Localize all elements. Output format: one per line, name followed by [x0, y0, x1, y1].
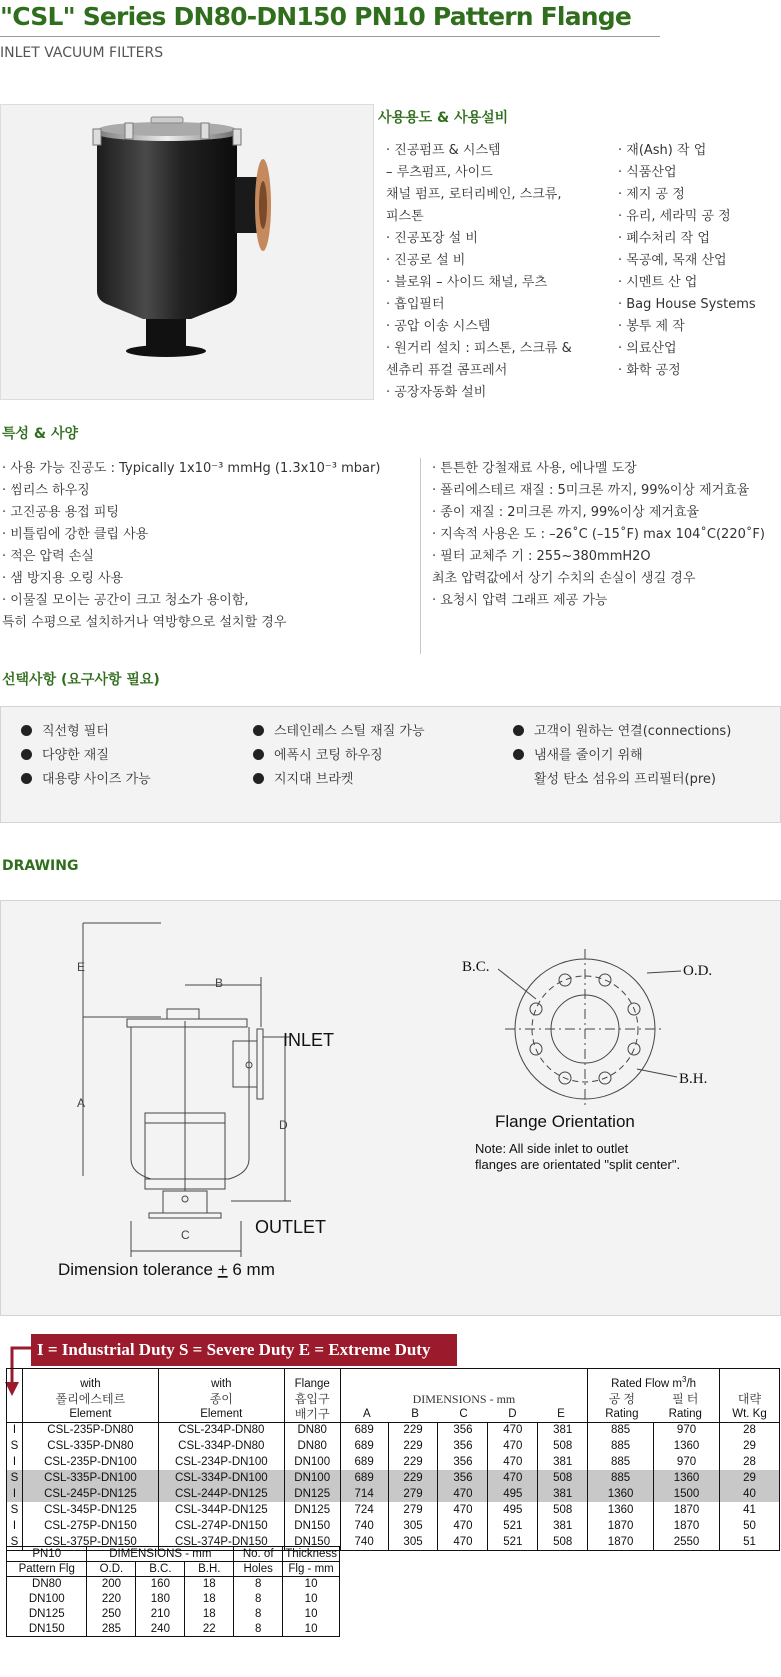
list-item: · 유리, 세라믹 공 정 — [618, 209, 731, 224]
note-line-2: flanges are orientated "split center". — [475, 1157, 681, 1172]
list-item: · 진공포장 설 비 — [386, 231, 478, 246]
list-item: · 진공펌프 & 시스템 — [386, 143, 501, 158]
od-label: O.D. — [683, 963, 713, 979]
options-list-3 — [513, 720, 731, 792]
dim-label-a: A — [77, 1096, 86, 1110]
table-header-dims: DIMENSIONS - mm A B C D E — [340, 1369, 587, 1423]
table-header-rated-flow: Rated Flow $m^3/h$ 공 정 필 터 Rating Rating — [588, 1369, 720, 1423]
features-heading: 특성 & 사양 — [2, 426, 79, 442]
drawing-panel — [0, 900, 781, 1316]
flange-header-od: O.D. — [87, 1562, 136, 1577]
page-title: "CSL" Series DN80-DN150 PN10 Pattern Flange — [0, 2, 632, 31]
list-item: 최초 압력값에서 상기 수치의 손실이 생길 경우 — [432, 571, 696, 586]
list-item: 고객이 원하는 연결(connections) — [513, 720, 731, 744]
list-item: · 원거리 설치 : 피스톤, 스크류 & — [386, 341, 572, 356]
dim-label-b: B — [215, 976, 224, 990]
list-item: · 공장자동화 설비 — [386, 385, 487, 400]
options-list-2 — [253, 720, 425, 792]
flange-header-thick: Thickness — [283, 1547, 340, 1562]
flange-header-flg: Flg - mm — [283, 1562, 340, 1577]
technical-drawing — [1, 901, 781, 1317]
model-table — [6, 1368, 780, 1551]
bullet-icon — [253, 725, 264, 736]
dim-label-d: D — [279, 1118, 288, 1132]
flange-orientation-title: Flange Orientation — [495, 1112, 635, 1131]
dim-label-c: C — [181, 1228, 190, 1242]
table-row: DN100 220 180 18 8 10 — [7, 1592, 340, 1607]
list-item: · 폐수처리 작 업 — [618, 231, 710, 246]
list-item: 직선형 필터 — [21, 720, 151, 744]
table-row: I CSL-275P-DN150 CSL-274P-DN150 DN150 740 305 470 521 381 1870 1870 50 — [7, 1518, 780, 1534]
table-header-weight: 대략 Wt. Kg — [719, 1369, 779, 1423]
list-item: 특히 수평으로 설치하거나 역방향으로 설치할 경우 — [2, 615, 287, 630]
inlet-label: INLET — [283, 1030, 335, 1050]
duty-legend-banner: I = Industrial Duty S = Severe Duty E = Extreme Duty — [31, 1334, 457, 1366]
options-panel — [0, 706, 781, 823]
outlet-label: OUTLET — [255, 1217, 327, 1237]
bullet-icon — [513, 749, 524, 760]
list-item: · 고진공용 용접 피팅 — [2, 505, 119, 520]
flange-table — [6, 1546, 340, 1637]
product-photo — [0, 104, 374, 400]
list-item: · 흡입필터 — [386, 297, 445, 312]
list-item: · 폴리에스테르 재질 : 5미크론 까지, 99%이상 제거효율 — [432, 483, 750, 498]
table-row: DN150 285 240 22 8 10 — [7, 1622, 340, 1637]
flange-header-bc: B.C. — [136, 1562, 185, 1577]
bullet-icon — [21, 725, 32, 736]
bullet-icon — [21, 773, 32, 784]
list-item: · 블로워 – 사이드 채널, 루츠 — [386, 275, 548, 290]
list-item: 채널 펌프, 로터리베인, 스크류, — [386, 187, 562, 202]
list-item: · 적은 압력 손실 — [2, 549, 94, 564]
list-item: · 의료산업 — [618, 341, 677, 356]
list-item: 대용량 사이즈 가능 — [21, 768, 151, 792]
list-item: 지지대 브라켓 — [253, 768, 425, 792]
list-item: 에폭시 코팅 하우징 — [253, 744, 425, 768]
features-divider — [420, 458, 421, 654]
list-item: · Bag House Systems — [618, 297, 756, 312]
table-row: S CSL-335P-DN80 CSL-334P-DN80 DN80 689 229 356 470 508 885 1360 29 — [7, 1438, 780, 1454]
list-item: · 진공로 설 비 — [386, 253, 466, 268]
table-header-duty — [7, 1369, 23, 1423]
list-item: · 이물질 모이는 공간이 크고 청소가 용이함, — [2, 593, 249, 608]
applications-heading: 사용용도 & 사용설비 — [378, 110, 509, 126]
dim-label-e: E — [77, 960, 86, 974]
table-row: I CSL-235P-DN100 CSL-234P-DN100 DN100 689 229 356 470 381 885 970 28 — [7, 1454, 780, 1470]
list-item: · 필터 교체주 기 : 255~380mmH2O — [432, 549, 651, 564]
list-item: 피스톤 — [386, 209, 424, 224]
drawing-heading: DRAWING — [2, 858, 79, 874]
table-row: S CSL-345P-DN125 CSL-344P-DN125 DN125 724 279 470 495 508 1360 1870 41 — [7, 1502, 780, 1518]
options-heading: 선택사항 (요구사항 필요) — [2, 672, 160, 688]
title-divider — [0, 36, 660, 37]
features-list-right — [432, 458, 765, 612]
flange-header-holes: Holes — [234, 1562, 283, 1577]
table-row: I CSL-235P-DN80 CSL-234P-DN80 DN80 689 229 356 470 381 885 970 28 — [7, 1422, 780, 1438]
list-item: 활성 탄소 섬유의 프리필터(pre) — [534, 772, 716, 787]
table-header-flange: Flange 흡입구 배기구 — [284, 1369, 340, 1423]
bullet-icon — [513, 725, 524, 736]
options-list-1 — [21, 720, 151, 792]
list-item: · 화학 공정 — [618, 363, 681, 378]
table-row: DN125 250 210 18 8 10 — [7, 1607, 340, 1622]
list-item: – 루츠펌프, 사이드 — [386, 165, 493, 180]
list-item: · 식품산업 — [618, 165, 677, 180]
list-item: · 요청시 압력 그래프 제공 가능 — [432, 593, 608, 608]
table-header-poly: with 폴리에스테르 Element — [22, 1369, 158, 1423]
list-item: · 씸리스 하우징 — [2, 483, 90, 498]
list-item: · 사용 가능 진공도 : Typically 1x10⁻³ mmHg (1.3x10⁻³ mbar) — [2, 461, 381, 476]
flange-header-no: No. of — [234, 1547, 283, 1562]
list-item: · 목공예, 목재 산업 — [618, 253, 727, 268]
table-header-paper: with 종이 Element — [158, 1369, 284, 1423]
vacuum-filter-illustration — [1, 105, 375, 401]
list-item: 센츄리 퓨걸 콤프레서 — [386, 363, 508, 378]
list-item: · 지속적 사용온 도 : –26˚C (–15˚F) max 104˚C(220˚F) — [432, 527, 765, 542]
list-item: · 시멘트 산 업 — [618, 275, 698, 290]
list-item: · 공압 이송 시스템 — [386, 319, 491, 334]
bullet-icon — [253, 749, 264, 760]
bullet-icon — [253, 773, 264, 784]
flange-header-bh: B.H. — [185, 1562, 234, 1577]
tolerance-note: Dimension tolerance + 6 mm — [58, 1260, 275, 1279]
list-item: · 샘 방지용 오링 사용 — [2, 571, 124, 586]
features-list-left — [2, 458, 380, 634]
list-item: · 재(Ash) 작 업 — [618, 143, 707, 158]
applications-list-right — [618, 140, 756, 382]
bh-label: B.H. — [679, 1071, 708, 1087]
bc-label: B.C. — [462, 959, 490, 975]
list-item: · 튼튼한 강철재료 사용, 에나멜 도장 — [432, 461, 637, 476]
applications-list-left — [386, 140, 572, 404]
note-line-1: Note: All side inlet to outlet — [475, 1141, 629, 1156]
list-item: 다양한 재질 — [21, 744, 151, 768]
table-row: S CSL-335P-DN100 CSL-334P-DN100 DN100 689 229 356 470 508 885 1360 29 — [7, 1470, 780, 1486]
flange-header-dims: DIMENSIONS - mm — [87, 1547, 234, 1562]
list-item: · 제지 공 정 — [618, 187, 685, 202]
list-item: · 봉투 제 작 — [618, 319, 685, 334]
list-item: 스테인레스 스틸 재질 가능 — [253, 720, 425, 744]
table-row: I CSL-245P-DN125 CSL-244P-DN125 DN125 714 279 470 495 381 1360 1500 40 — [7, 1486, 780, 1502]
table-row: DN80 200 160 18 8 10 — [7, 1577, 340, 1592]
list-item: · 비틀림에 강한 클립 사용 — [2, 527, 149, 542]
table-row: S CSL-375P-DN150 CSL-374P-DN150 DN150 740 305 470 521 508 1870 2550 51 — [7, 1534, 780, 1550]
flange-header-pn10: PN10 — [7, 1547, 87, 1562]
page-subtitle: INLET VACUUM FILTERS — [0, 45, 164, 61]
bullet-icon — [21, 749, 32, 760]
flange-header-pattern: Pattern Flg — [7, 1562, 87, 1577]
list-item: · 종이 재질 : 2미크론 까지, 99%이상 제거효율 — [432, 505, 700, 520]
list-item: 냄새를 줄이기 위해 — [513, 744, 731, 768]
